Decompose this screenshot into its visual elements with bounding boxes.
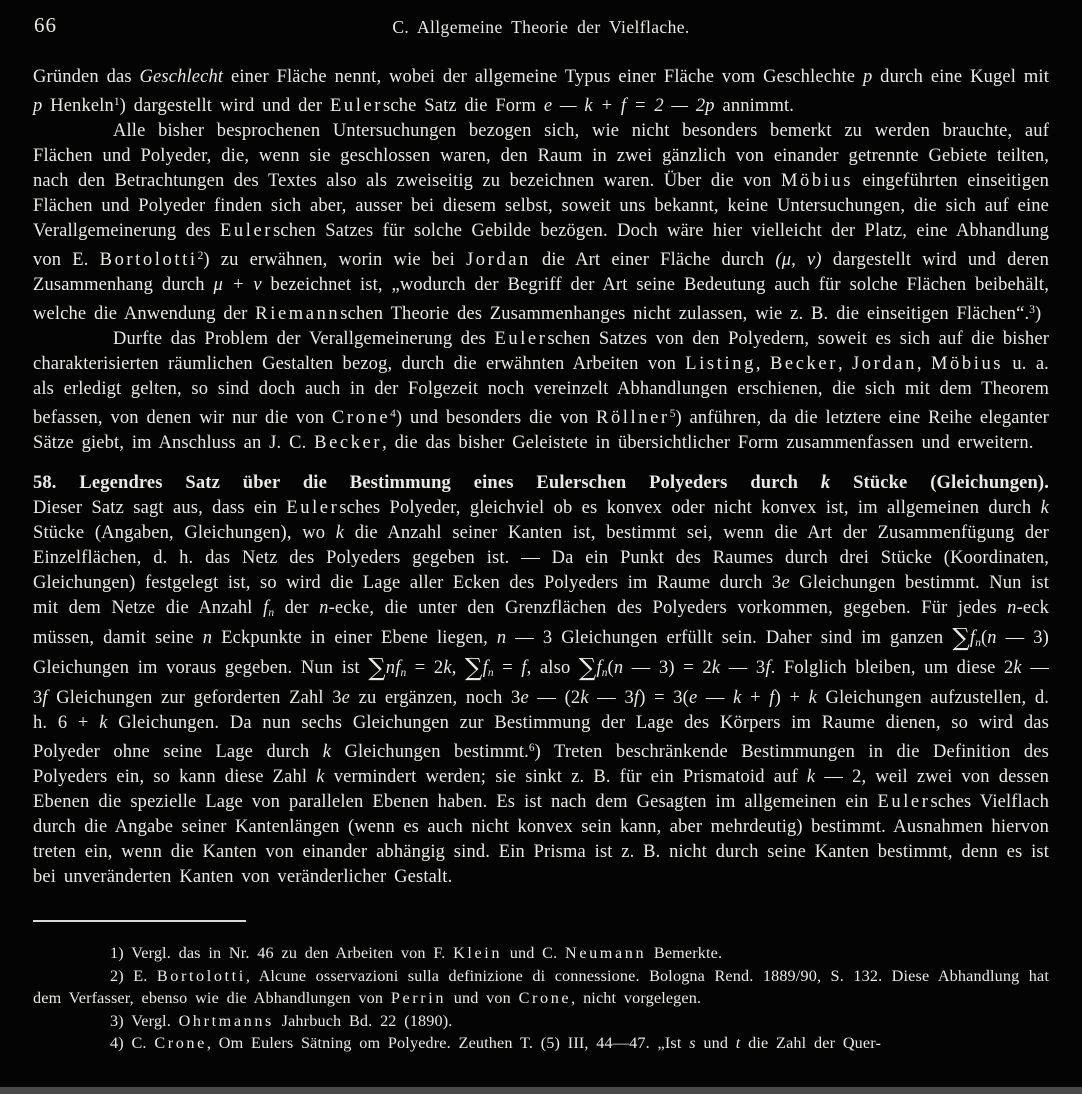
paragraph: Alle bisher besprochenen Untersuchungen bezogen sich, wie nicht besonders bemerkt zu werden brauchte, auf Flächen und Polyeder, die, wenn sie geschlossen waren, den Raum in zwei gänzlich von einander getrennte Gebiete teilten, nach den Betrachtungen des Textes also als zweiseitig zu bezeichnen waren. Über die von Möbius eingeführten einseitigen Flächen und Polyeder finden sich aber, ausser bei diesem selbst, soweit uns bekannt, keine Untersuchungen, die sich auf eine Verallgemeinerung des Eulerschen Satzes für solche Gebilde bezögen. Doch wäre hier vielleicht der Platz, eine Abhandlung von E. Bortolotti$^2$) zu erwähnen, worin wie bei Jordan die Art einer Fläche durch (μ, ν) dargestellt wird und deren Zusammenhang durch μ + ν bezeichnet ist, „wodurch der Begriff der Art seine Bedeutung auch für solche Flächen beibehält, welche die Anwendung der Riemannschen Theorie des Zusammenhanges nicht zulassen, wie z. B. die einseitigen Flächen“.$^3$) <box>33 120 1050 324</box>
footnote: 1) Vergl. das in Nr. 46 zu den Arbeiten von F. Klein und C. Neumann Bemerkte. <box>110 944 723 963</box>
scan-edge-bar <box>0 1087 1082 1094</box>
footnote: 2) E. Bortolotti, Alcune osservazioni sulla definizione di connessione. Bologna Rend. 1889/90, S. 132. Diese Abhandlung hat dem Verfasser, ebenso wie die Abhandlungen von Perrin und von Crone, nicht vorgelegen. <box>33 966 1049 1008</box>
section-heading: 58. Legendres Satz über die Bestimmung eines Eulerschen Polyeders durch k Stücke (Gleichungen). <box>33 472 1049 493</box>
body-text <box>33 65 1049 890</box>
paragraph: Dieser Satz sagt aus, dass ein Eulersches Polyeder, gleichviel ob es konvex oder nicht konvex ist, im allgemeinen durch k Stücke (Angaben, Gleichungen), wo k die Anzahl seiner Kanten ist, bestimmt sei, wenn die Art der Zusammenfügung der Einzelflächen, d. h. das Netz des Polyeders gegeben ist. — Da ein Punkt des Raumes durch drei Stücke (Koordinaten, Gleichungen) festgelegt ist, so wird die Lage aller Ecken des Polyeders im Raume durch 3e Gleichungen bestimmt. Nun ist mit dem Netze die Anzahl fn der n-ecke, die unter den Grenzflächen des Polyeders vorkommen, gegeben. Für jedes n-eck müssen, damit seine n Eckpunkte in einer Ebene liegen, n — 3 Gleichungen erfüllt sein. Daher sind im ganzen ∑fn(n — 3) Gleichungen im voraus gegeben. Nun ist ∑nfn = 2k, ∑fn = f, also ∑fn(n — 3) = 2k — 3f. Folglich bleiben, um diese 2k — 3f Gleichungen zur geforderten Zahl 3e zu ergänzen, noch 3e — (2k — 3f) = 3(e — k + f) + k Gleichungen aufzustellen, d. h. 6 + k Gleichungen. Da nun sechs Gleichungen zur Bestimmung der Lage des Körpers im Raume dienen, so wird das Polyeder ohne seine Lage durch k Gleichungen bestimmt.$^6$) Treten beschränkende Bestimmungen in die Definition des Polyeders ein, so kann diese Zahl k vermindert werden; sie sinkt z. B. für ein Prismatoid auf k — 2, weil zwei von dessen Ebenen die spezielle Lage von parallelen Ebenen haben. Es ist nach dem Gesagten im allgemeinen ein Eulersches Vielflach durch die Angabe seiner Kantenlängen (wenn es auch nicht konvex sein kann, aber mehrdeutig) bestimmt. Ausnahmen hiervon treten ein, wenn die Kanten von einander abhängig sind. Ein Prisma ist z. B. nicht durch seine Kanten bestimmt, denn es ist bei unveränderten Kanten von veränderlicher Gestalt. <box>33 497 1050 888</box>
page-header <box>0 0 1082 47</box>
footnotes <box>33 942 1049 1055</box>
page-number: 66 <box>34 13 57 37</box>
paragraph: Durfte das Problem der Verallgemeinerung des Eulerschen Satzes von den Polyedern, soweit es sich auf die bisher charakterisierten räumlichen Gestalten bezog, durch die erwähnten Arbeiten von Listing, Becker, Jordan, Möbius u. a. als erledigt gelten, so sind doch auch in der Folgezeit noch vereinzelt Abhandlungen erschienen, die sich mit dem Theorem befassen, von denen wir nur die von Crone$^4$) und besonders die von Röllner$^5$) anführen, da die letztere eine Reihe eleganter Sätze giebt, im Anschluss an J. C. Becker, die das bisher Geleistete in übersichtlicher Form zusammenfassen und erweitern. <box>33 328 1050 453</box>
footnote: 4) C. Crone, Om Eulers Sätning om Polyedre. Zeuthen T. (5) III, 44—47. „Ist s und t die Zahl der Quer- <box>110 1034 881 1053</box>
footnote-separator-rule <box>33 920 246 922</box>
footnote: 3) Vergl. Ohrtmanns Jahrbuch Bd. 22 (1890). <box>110 1011 453 1030</box>
paragraph-continued: Gründen das Geschlecht einer Fläche nennt, wobei der allgemeine Typus einer Fläche vom Geschlechte p durch eine Kugel mit p Henkeln$^1$) dargestellt wird und der Eulersche Satz die Form e — k + f = 2 — 2p annimmt. <box>33 67 1049 116</box>
running-title: C. Allgemeine Theorie der Vielflache. <box>392 17 690 37</box>
